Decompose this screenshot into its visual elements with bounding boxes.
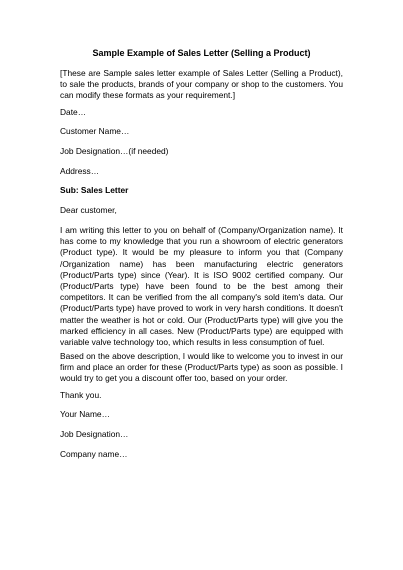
signature-company-name: Company name… (60, 449, 128, 459)
document-title: Sample Example of Sales Letter (Selling a Product) (92, 48, 311, 58)
job-designation-line: Job Designation…(if needed) (60, 146, 169, 156)
date-line: Date… (60, 107, 87, 117)
intro-note: [These are Sample sales letter example of Sales Letter (Selling a Product), to sale the products, brands of your company or shop to the customers. You can modify these formats as your requirement.] (60, 68, 343, 101)
closing: Thank you. (60, 390, 102, 400)
signature-name: Your Name… (60, 409, 110, 419)
salutation: Dear customer, (60, 205, 117, 215)
customer-name-line: Customer Name… (60, 126, 130, 136)
signature-job-designation: Job Designation… (60, 429, 129, 439)
body-paragraph-2: Based on the above description, I would like to welcome you to invest in our firm and place an order for these (Product/Parts type) as soon as possible. I would try to get you a discount offer too, based on your order. (60, 351, 343, 384)
address-line: Address… (60, 166, 100, 176)
subject-line: Sub: Sales Letter (60, 185, 129, 195)
body-paragraph-1: I am writing this letter to you on behalf of (Company/Organization name). It has come to my knowledge that you run a showroom of electric generators (Product type). It would be my pleasure to inform you that (Company /Organization name) has been manufacturing electric generators (Product/Parts type) since (Year). It is ISO 9002 certified company. Our (Product/Parts type) have been found to be the best among their competitors. It can be verified from the all company's sold item's data. Our (Product/Parts type) have proved to work in very harsh conditions. It doesn't matter the weather is hot or cold. Our (Product/Parts type) will give you the marked efficiency in all cases. New (Product/Parts type) are equipped with variable valve technology too, which results in less consumption of fuel. (60, 225, 343, 348)
